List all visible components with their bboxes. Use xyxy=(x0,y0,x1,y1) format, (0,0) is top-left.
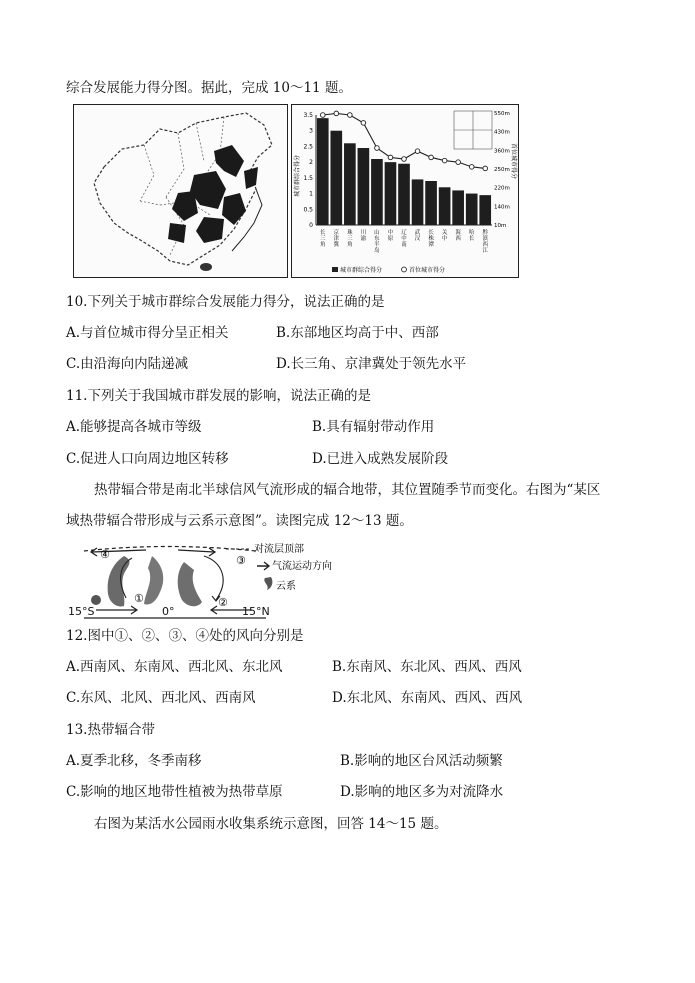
q12-option-b[interactable]: B.东南风、东北风、西风、西风 xyxy=(332,659,522,675)
y-tick-label: 3 xyxy=(309,127,313,135)
line-point-海西 xyxy=(456,160,461,165)
bar-关中 xyxy=(439,187,451,225)
y2-tick-label: 140m xyxy=(494,204,510,211)
mark-1: ① xyxy=(134,592,144,605)
mark-4: ④ xyxy=(100,548,110,561)
upper-flow-right xyxy=(178,548,215,556)
q10-stem: 10.下列关于城市群综合发展能力得分，说法正确的是 xyxy=(66,294,385,310)
q11-option-c[interactable]: C.促进人口向周边地区转移 xyxy=(66,451,229,467)
mark-3: ③ xyxy=(236,554,246,567)
q10-option-d[interactable]: D.长三角、京津冀处于领先水平 xyxy=(276,356,467,372)
y-tick-label: 0.5 xyxy=(303,206,313,214)
legend-cloud-glyph xyxy=(264,577,272,590)
cloud-right xyxy=(178,562,202,606)
x-tick-label: 关中 xyxy=(441,230,448,242)
y2-axis-label: 首位城市得分 xyxy=(510,143,517,180)
q10-option-b[interactable]: B.东部地区均高于中、西部 xyxy=(276,325,439,341)
chart-legend xyxy=(332,266,445,274)
bar-山东半岛 xyxy=(371,159,383,225)
para2-line1: 热带辐合带是南北半球信风气流形成的辐合地带，其位置随季节而变化。右图为“某区 xyxy=(94,482,601,498)
x-tick-label: 珠三角 xyxy=(347,230,353,248)
line-point-山东半岛 xyxy=(375,146,380,151)
bar-长三角 xyxy=(317,118,329,225)
q13-stem: 13.热带辐合带 xyxy=(66,722,155,738)
legend-line-swatch xyxy=(402,267,407,272)
x-tick-label: 武汉 xyxy=(414,230,421,242)
bar-川渝 xyxy=(358,148,370,225)
q10-option-a[interactable]: A.与首位城市得分呈正相关 xyxy=(66,325,229,341)
bar-辽中南 xyxy=(398,164,410,225)
line-point-长株潭 xyxy=(429,155,434,160)
y-tick-label: 2 xyxy=(309,159,313,167)
q13-option-d[interactable]: D.影响的地区多为对流降水 xyxy=(340,784,504,800)
q11-stem: 11.下列关于我国城市群发展的影响，说法正确的是 xyxy=(66,388,371,404)
line-point-武汉 xyxy=(415,149,420,154)
q12-option-c[interactable]: C.东风、北风、西北风、西南风 xyxy=(66,690,256,706)
y-tick-label: 1.5 xyxy=(303,174,313,182)
q11-option-b[interactable]: B.具有辐射带动作用 xyxy=(312,419,435,435)
mark-2: ② xyxy=(218,596,228,609)
cloud-left xyxy=(108,556,130,607)
y-axis-label: 城市群综合得分 xyxy=(294,154,301,197)
legend-arrow-text: 气流运动方向 xyxy=(272,561,332,572)
q12-option-d[interactable]: D.东北风、东南风、西风、西风 xyxy=(332,690,523,706)
y-tick-label: 3.5 xyxy=(303,112,313,119)
q10-option-c[interactable]: C.由沿海向内陆递减 xyxy=(66,356,189,372)
bar-京津冀 xyxy=(330,131,342,225)
legend-top-text: 对流层顶部 xyxy=(254,544,304,555)
y-tick-label: 2.5 xyxy=(303,143,313,151)
bar-chart xyxy=(292,105,518,277)
y2-grid-box xyxy=(454,111,492,149)
q13-option-c[interactable]: C.影响的地区地带性植被为热带草原 xyxy=(66,784,283,800)
lat-0: 0° xyxy=(162,605,175,618)
legend-cloud-text: 云系 xyxy=(276,581,296,592)
line-point-黔滇西江 xyxy=(483,166,488,171)
x-tick-label: 中原 xyxy=(387,230,394,242)
line-point-关中 xyxy=(442,158,447,163)
intro-line: 综合发展能力得分图。据此，完成 10～11 题。 xyxy=(66,80,352,96)
legend-bar-swatch xyxy=(332,267,338,272)
q11-option-d[interactable]: D.已进入成熟发展阶段 xyxy=(312,451,449,467)
y2-tick-label: 550m xyxy=(494,111,510,117)
china-map-figure xyxy=(73,104,288,278)
itcz-figure xyxy=(66,538,342,620)
q11-option-a[interactable]: A.能够提高各城市等级 xyxy=(66,419,202,435)
legend-bar-label: 城市群综合得分 xyxy=(340,267,383,274)
hainan-island xyxy=(200,263,212,271)
urban-cluster-shading xyxy=(168,145,258,243)
para3-line: 右图为某活水公园雨水收集系统示意图，回答 14～15 题。 xyxy=(94,816,448,832)
y-tick-label: 0 xyxy=(309,222,313,229)
x-tick-label: 辽中南 xyxy=(401,230,407,248)
q13-option-a[interactable]: A.夏季北移，冬季南移 xyxy=(66,753,202,769)
bar-中原 xyxy=(385,162,397,225)
x-tick-label: 长三角 xyxy=(320,230,326,248)
china-map xyxy=(74,105,287,277)
x-tick-label: 海西 xyxy=(455,230,461,242)
y2-tick-label: 360m xyxy=(494,148,510,155)
line-point-中原 xyxy=(388,155,393,160)
x-tick-label: 京津冀 xyxy=(333,230,340,248)
circulation-right xyxy=(204,556,223,601)
line-point-长三角 xyxy=(320,113,325,118)
bar-珠三角 xyxy=(344,143,356,225)
y2-tick-label: 10m xyxy=(494,223,507,229)
bar-武汉 xyxy=(412,179,424,225)
bar-黔滇西江 xyxy=(479,195,491,225)
lat-15s: 15°S xyxy=(68,605,95,618)
bar-哈长 xyxy=(466,194,478,225)
q13-option-b[interactable]: B.影响的地区台风活动频繁 xyxy=(340,753,503,769)
x-tick-label: 川渝 xyxy=(360,230,367,242)
line-point-珠三角 xyxy=(348,113,353,118)
bar-海西 xyxy=(452,190,464,225)
y2-tick-label: 220m xyxy=(494,185,510,192)
itcz-diagram xyxy=(66,538,342,620)
bar-chart-figure xyxy=(291,104,519,278)
q12-option-a[interactable]: A.西南风、东南风、西北风、东北风 xyxy=(66,659,283,675)
cloud-center xyxy=(144,556,163,605)
x-tick-label: 黔滇西江 xyxy=(482,230,488,254)
legend-line-label: 首位城市得分 xyxy=(409,267,446,274)
y2-tick-label: 430m xyxy=(494,129,510,136)
y2-tick-label: 250m xyxy=(494,167,510,173)
x-tick-label: 哈长 xyxy=(468,230,475,242)
line-point-京津冀 xyxy=(334,111,339,116)
bar-长株潭 xyxy=(425,181,437,225)
legend-arrow-glyph xyxy=(257,562,269,570)
lat-15n: 15°N xyxy=(242,605,270,618)
x-tick-label: 长株潭 xyxy=(428,230,434,248)
para2-line2: 域热带辐合带形成与云系示意图”。读图完成 12～13 题。 xyxy=(66,513,413,529)
q12-stem: 12.图中①、②、③、④处的风向分别是 xyxy=(66,628,304,644)
x-tick-label: 山东半岛 xyxy=(374,230,380,254)
y-tick-label: 1 xyxy=(309,190,313,198)
surface-flow-left xyxy=(96,606,137,614)
line-point-川渝 xyxy=(361,121,366,126)
line-point-哈长 xyxy=(469,165,474,170)
line-point-辽中南 xyxy=(402,157,407,162)
